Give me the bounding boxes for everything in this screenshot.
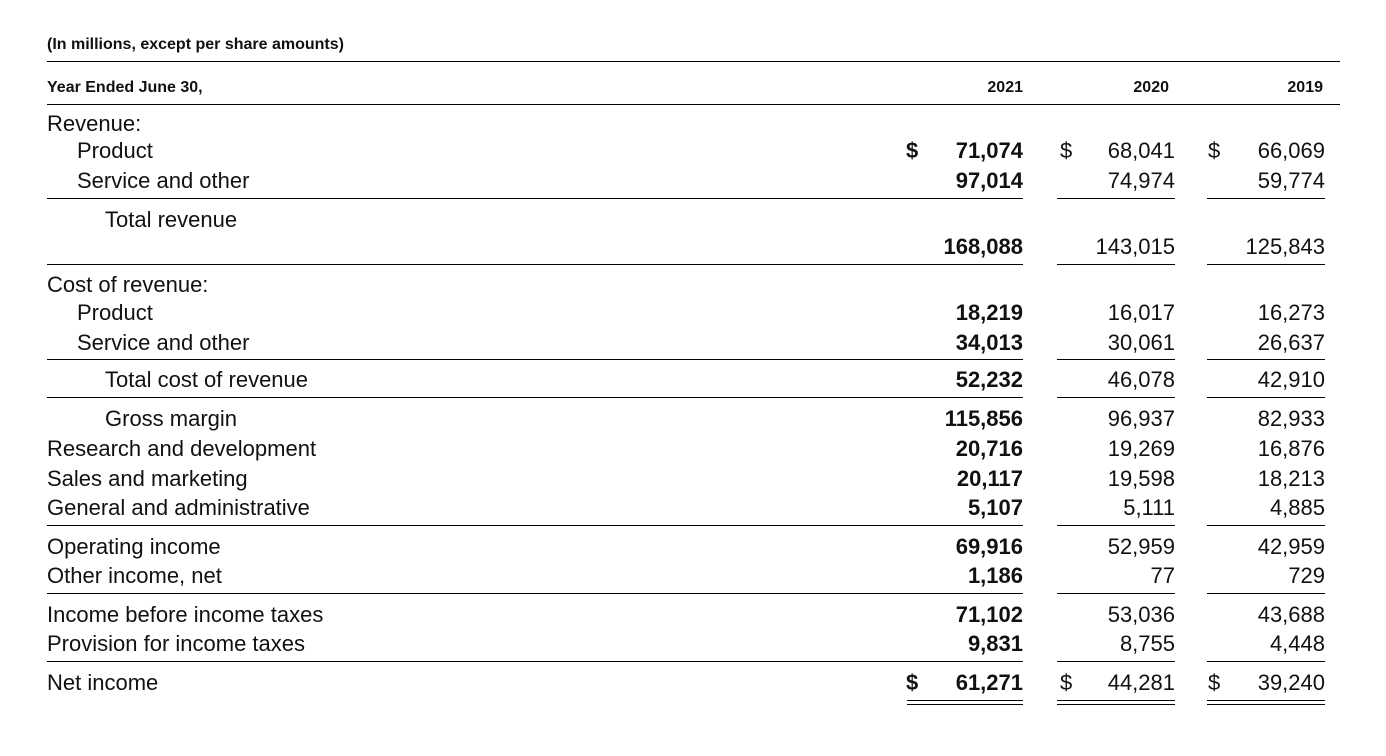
- row-label-other-income: Other income, net: [47, 563, 222, 588]
- header-bottom-rule: [47, 104, 1340, 105]
- cell-operating-income-2020: 52,959: [1107, 534, 1175, 559]
- cell-service-cost-2019: 26,637: [1257, 330, 1325, 355]
- row-label-service-revenue: Service and other: [77, 168, 250, 193]
- cell-service-cost-2020: 30,061: [1107, 330, 1175, 355]
- rule: [1057, 264, 1175, 265]
- row-label-g-and-a: General and administrative: [47, 495, 310, 520]
- row-label-revenue-section: Revenue:: [47, 111, 142, 136]
- rule: [1057, 525, 1175, 526]
- cell-income-before-taxes-2019: 43,688: [1257, 602, 1325, 627]
- cell-total-cost-2021: 52,232: [955, 367, 1023, 392]
- cell-net-income-2021: 61,271: [955, 670, 1023, 695]
- row-label-provision-taxes: Provision for income taxes: [47, 631, 305, 656]
- cell-provision-taxes-2019: 4,448: [1269, 631, 1325, 656]
- row-label-rnd: Research and development: [47, 436, 317, 461]
- cell-sales-marketing-2020: 19,598: [1107, 466, 1175, 491]
- cell-service-revenue-2021: 97,014: [955, 168, 1023, 193]
- cell-total-cost-2020: 46,078: [1107, 367, 1175, 392]
- cell-service-revenue-2020: 74,974: [1107, 168, 1175, 193]
- cell-product-revenue-2020: 68,041: [1107, 138, 1175, 163]
- cell-service-revenue-2019: 59,774: [1257, 168, 1325, 193]
- cell-other-income-2021: 1,186: [967, 563, 1023, 588]
- table-note: (In millions, except per share amounts): [47, 36, 344, 53]
- cell-g-and-a-2021: 5,107: [967, 495, 1023, 520]
- double-rule: [1057, 700, 1175, 701]
- period-label: Year Ended June 30,: [47, 79, 203, 96]
- cell-product-cost-2020: 16,017: [1107, 300, 1175, 325]
- rule: [1207, 397, 1325, 398]
- cell-sales-marketing-2019: 18,213: [1257, 466, 1325, 491]
- rule: [47, 397, 1023, 398]
- dollar-sign: $: [906, 670, 919, 695]
- cell-gross-margin-2019: 82,933: [1257, 406, 1325, 431]
- dollar-sign: $: [1060, 138, 1073, 163]
- rule: [1207, 198, 1325, 199]
- cell-product-revenue-2019: 66,069: [1257, 138, 1325, 163]
- row-label-total-cost: Total cost of revenue: [105, 367, 309, 392]
- row-label-sales-marketing: Sales and marketing: [47, 466, 248, 491]
- cell-sales-marketing-2021: 20,117: [956, 466, 1023, 491]
- double-rule: [907, 704, 1023, 705]
- rule: [47, 525, 1023, 526]
- rule: [47, 661, 1023, 662]
- double-rule: [1057, 704, 1175, 705]
- row-label-gross-margin: Gross margin: [105, 406, 238, 431]
- cell-operating-income-2021: 69,916: [955, 534, 1023, 559]
- rule: [1207, 661, 1325, 662]
- row-label-net-income: Net income: [47, 670, 159, 695]
- cell-gross-margin-2020: 96,937: [1107, 406, 1175, 431]
- cell-provision-taxes-2021: 9,831: [967, 631, 1023, 656]
- rule: [47, 264, 1023, 265]
- cell-income-before-taxes-2021: 71,102: [955, 602, 1023, 627]
- row-label-income-before-taxes: Income before income taxes: [47, 602, 324, 627]
- cell-rnd-2020: 19,269: [1107, 436, 1175, 461]
- dollar-sign: $: [1208, 670, 1221, 695]
- row-label-product-cost: Product: [77, 300, 153, 325]
- cell-g-and-a-2020: 5,111: [1123, 495, 1175, 520]
- dollar-sign: $: [1060, 670, 1073, 695]
- rule: [1207, 264, 1325, 265]
- header-top-rule: [47, 61, 1340, 62]
- rule: [1207, 525, 1325, 526]
- col-header-2021: 2021: [987, 79, 1023, 96]
- dollar-sign: $: [906, 138, 919, 163]
- rule: [1057, 397, 1175, 398]
- double-rule: [1207, 704, 1325, 705]
- dollar-sign: $: [1208, 138, 1221, 163]
- double-rule: [907, 700, 1023, 701]
- cell-net-income-2019: 39,240: [1257, 670, 1325, 695]
- row-label-service-cost: Service and other: [77, 330, 250, 355]
- cell-rnd-2019: 16,876: [1257, 436, 1325, 461]
- rule: [47, 198, 1023, 199]
- rule: [1057, 198, 1175, 199]
- cell-product-cost-2021: 18,219: [955, 300, 1023, 325]
- rule: [1057, 593, 1175, 594]
- rule: [47, 359, 1023, 360]
- rule: [1057, 661, 1175, 662]
- cell-total-revenue-2021: 168,088: [943, 234, 1023, 259]
- cell-net-income-2020: 44,281: [1107, 670, 1175, 695]
- cell-g-and-a-2019: 4,885: [1269, 495, 1325, 520]
- cell-other-income-2020: 77: [1150, 563, 1175, 588]
- cell-provision-taxes-2020: 8,755: [1119, 631, 1175, 656]
- cell-service-cost-2021: 34,013: [955, 330, 1023, 355]
- col-header-2019: 2019: [1287, 79, 1323, 96]
- row-label-product-revenue: Product: [77, 138, 153, 163]
- cell-total-cost-2019: 42,910: [1257, 367, 1325, 392]
- row-label-operating-income: Operating income: [47, 534, 221, 559]
- cell-product-revenue-2021: 71,074: [955, 138, 1023, 163]
- rule: [1057, 359, 1175, 360]
- double-rule: [1207, 700, 1325, 701]
- cell-other-income-2019: 729: [1288, 563, 1325, 588]
- cell-total-revenue-2019: 125,843: [1245, 234, 1325, 259]
- cell-rnd-2021: 20,716: [955, 436, 1023, 461]
- rule: [47, 593, 1023, 594]
- col-header-2020: 2020: [1133, 79, 1169, 96]
- cell-product-cost-2019: 16,273: [1257, 300, 1325, 325]
- row-label-cost-section: Cost of revenue:: [47, 272, 209, 297]
- row-label-total-revenue: Total revenue: [105, 207, 238, 232]
- cell-operating-income-2019: 42,959: [1257, 534, 1325, 559]
- cell-total-revenue-2020: 143,015: [1095, 234, 1175, 259]
- rule: [1207, 359, 1325, 360]
- rule: [1207, 593, 1325, 594]
- cell-income-before-taxes-2020: 53,036: [1107, 602, 1175, 627]
- cell-gross-margin-2021: 115,856: [944, 406, 1023, 431]
